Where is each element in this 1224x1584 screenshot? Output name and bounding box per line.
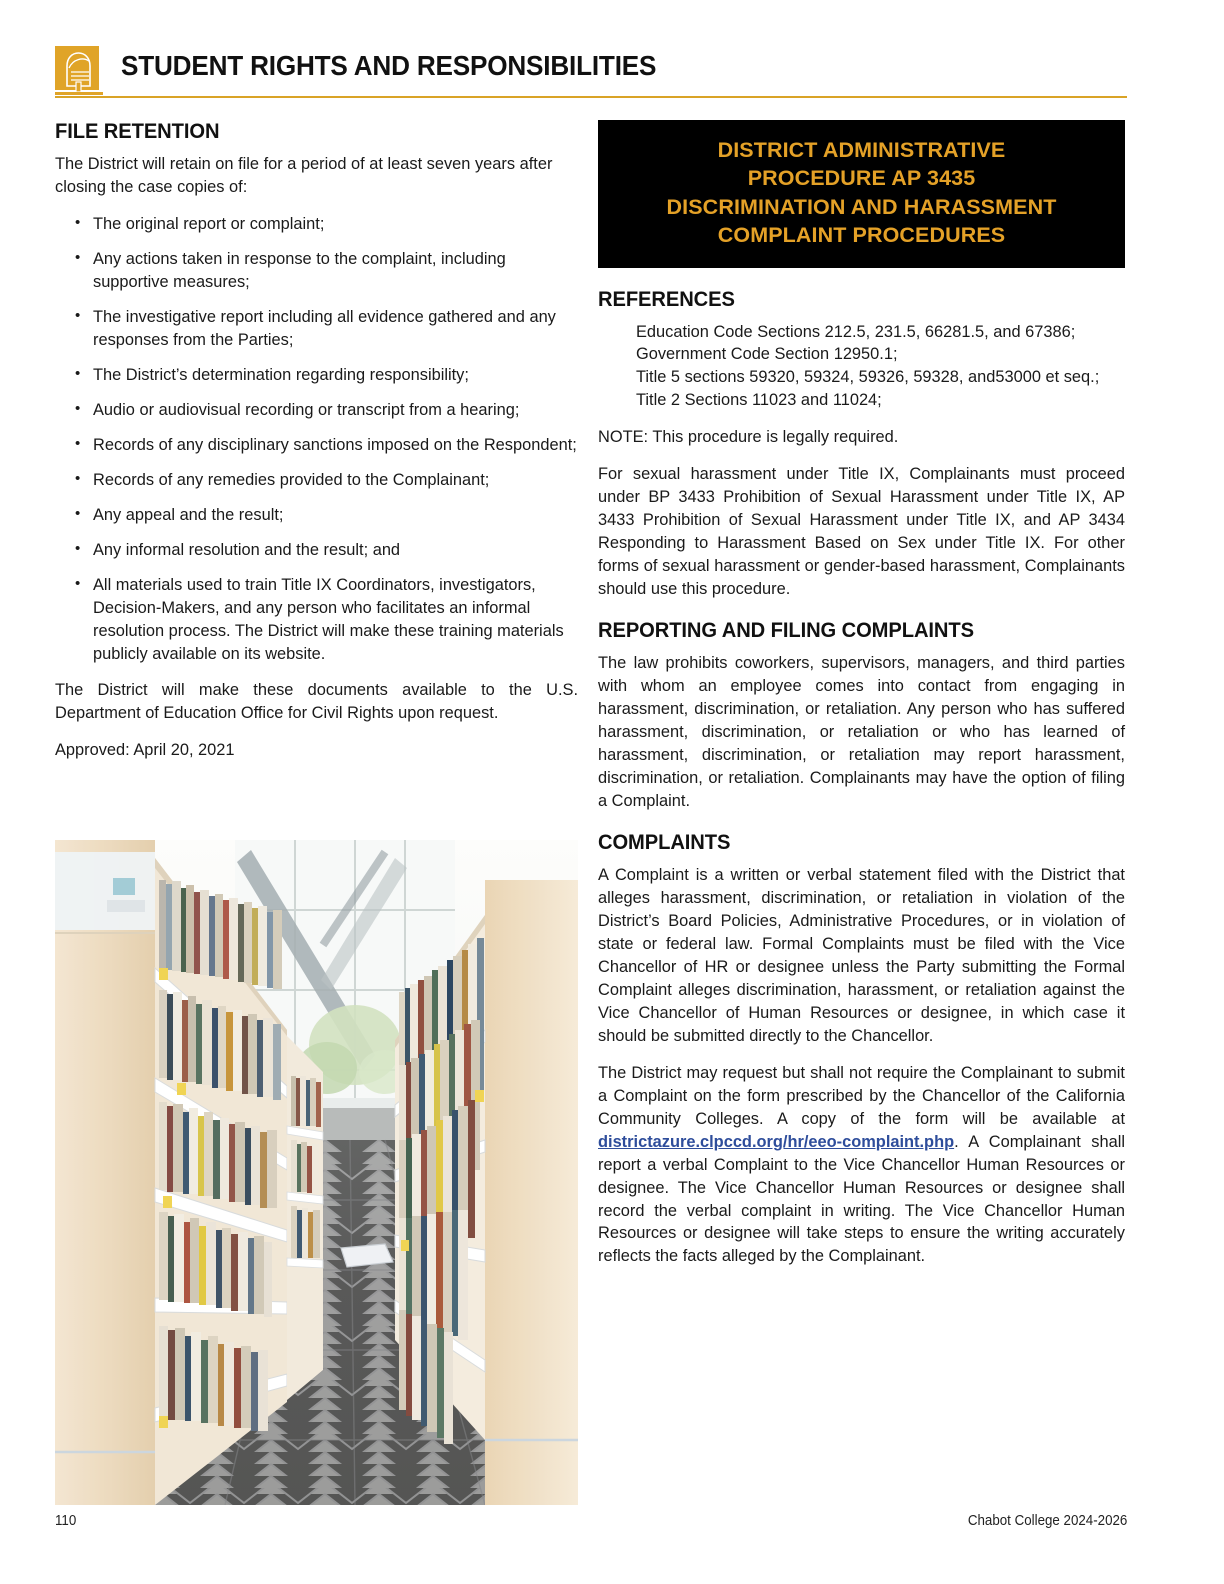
list-item: • Any informal resolution and the result; and — [55, 539, 578, 562]
page-header — [55, 44, 1127, 102]
list-item: • The investigative report including all evidence gathered and any responses from the Parties; — [55, 306, 578, 352]
library-bookshelf-aisle-photo — [55, 840, 578, 1505]
references-note: NOTE: This procedure is legally required. — [598, 428, 899, 447]
list-item: • The original report or complaint; — [55, 213, 578, 236]
list-item: • Records of any remedies provided to the Complainant; — [55, 469, 578, 492]
approved-date: Approved: April 20, 2021 — [55, 741, 235, 760]
chabot-gladiator-logo-icon — [55, 46, 103, 98]
ap-box-line: COMPLAINT PROCEDURES — [717, 223, 1006, 248]
ap-box-line: DISCRIMINATION AND HARASSMENT — [666, 194, 1057, 219]
list-item: • Records of any disciplinary sanctions imposed on the Respondent; — [55, 434, 578, 457]
page-number: 110 — [55, 1513, 77, 1529]
reference-line: Title 5 sections 59320, 59324, 59326, 59328, and53000 et seq.; — [636, 368, 1100, 387]
reporting-paragraph: The law prohibits coworkers, supervisors, managers, and third parties with whom an employee comes into contact from engaging in harassment, discrimination, or retaliation. Any person who has suffered harassment, discrimination, or retaliation or who has learned of harassment, discrimination, or retaliation may report harassment, discrimination, or retaliation. Complainants may have the option of filing a Complaint. — [598, 654, 1125, 810]
file-retention-list — [55, 213, 578, 666]
file-retention-closing: The District will make these documents available to the U.S. Department of Education Office for Civil Rights upon request. — [55, 681, 578, 723]
references-heading: REFERENCES — [598, 287, 735, 311]
complaints-paragraph-2-post: . A Complainant shall report a verbal Complaint to the Vice Chancellor Human Resources or designee. The Vice Chancellor Human Resources or designee shall record the verbal complaint in writing. The Vice Chancellor Human Resources or designee will take steps to ensure the writing accurately reflects the facts alleged by the Complainant. — [598, 1132, 1125, 1266]
reference-line: Title 2 Sections 11023 and 11024; — [636, 391, 882, 410]
list-item: • All materials used to train Title IX Coordinators, investigators, Decision-Makers, and any person who facilitates an informal resolution process. The District will make these training materials publicly available on its website. — [55, 574, 578, 666]
header-divider — [55, 96, 1127, 98]
list-item: • The District’s determination regarding responsibility; — [55, 364, 578, 387]
complaints-paragraph-1: A Complaint is a written or verbal statement filed with the District that alleges harassment, discrimination, or retaliation in violation of the District’s Board Policies, Administrative Procedures, or in violation of state or federal law. Formal Complaints must be filed with the Vice Chancellor of HR or designee unless the Party submitting the Formal Complaint alleges discrimination, harassment, or retaliation against the Vice Chancellor of Human Resources or designee, in which case it should be submitted directly to the Chancellor. — [598, 865, 1125, 1045]
left-column — [55, 120, 578, 776]
file-retention-heading: FILE RETENTION — [55, 120, 220, 143]
references-paragraph: For sexual harassment under Title IX, Complainants must proceed under BP 3433 Prohibition of Sexual Harassment under Title IX, AP 3433 Prohibition of Sexual Harassment under Title IX, and AP 3434 Responding to Harassment Based on Sex under Title IX. For other forms of sexual harassment or gender-based harassment, Complainants should use this procedure. — [598, 465, 1125, 599]
references-list — [598, 321, 1125, 413]
complaints-paragraph-2-pre: The District may request but shall not require the Complainant to submit a Complaint on the form prescribed by the Chancellor of the California Community Colleges. A copy of the form will be available at — [598, 1063, 1125, 1128]
complaints-heading: COMPLAINTS — [598, 830, 731, 854]
reference-line: Government Code Section 12950.1; — [636, 345, 898, 364]
right-column — [598, 120, 1125, 1282]
list-item: • Any appeal and the result; — [55, 504, 578, 527]
complaints-paragraph-2 — [598, 1062, 1125, 1269]
reference-line: Education Code Sections 212.5, 231.5, 66281.5, and 67386; — [636, 322, 1076, 341]
eeo-complaint-form-link[interactable]: districtazure.clpccd.org/hr/eeo-complaint.php — [598, 1132, 955, 1151]
reporting-heading: REPORTING AND FILING COMPLAINTS — [598, 619, 974, 643]
ap-box-line: PROCEDURE AP 3435 — [747, 166, 976, 191]
page-title: STUDENT RIGHTS AND RESPONSIBILITIES — [121, 50, 657, 81]
ap-3435-title-box — [598, 120, 1125, 268]
list-item: • Audio or audiovisual recording or transcript from a hearing; — [55, 399, 578, 422]
list-item: • Any actions taken in response to the complaint, including supportive measures; — [55, 248, 578, 294]
ap-box-line: DISTRICT ADMINISTRATIVE — [717, 138, 1006, 162]
file-retention-intro: The District will retain on file for a period of at least seven years after closing the case copies of: — [55, 155, 553, 196]
catalog-name: Chabot College 2024-2026 — [967, 1513, 1127, 1529]
